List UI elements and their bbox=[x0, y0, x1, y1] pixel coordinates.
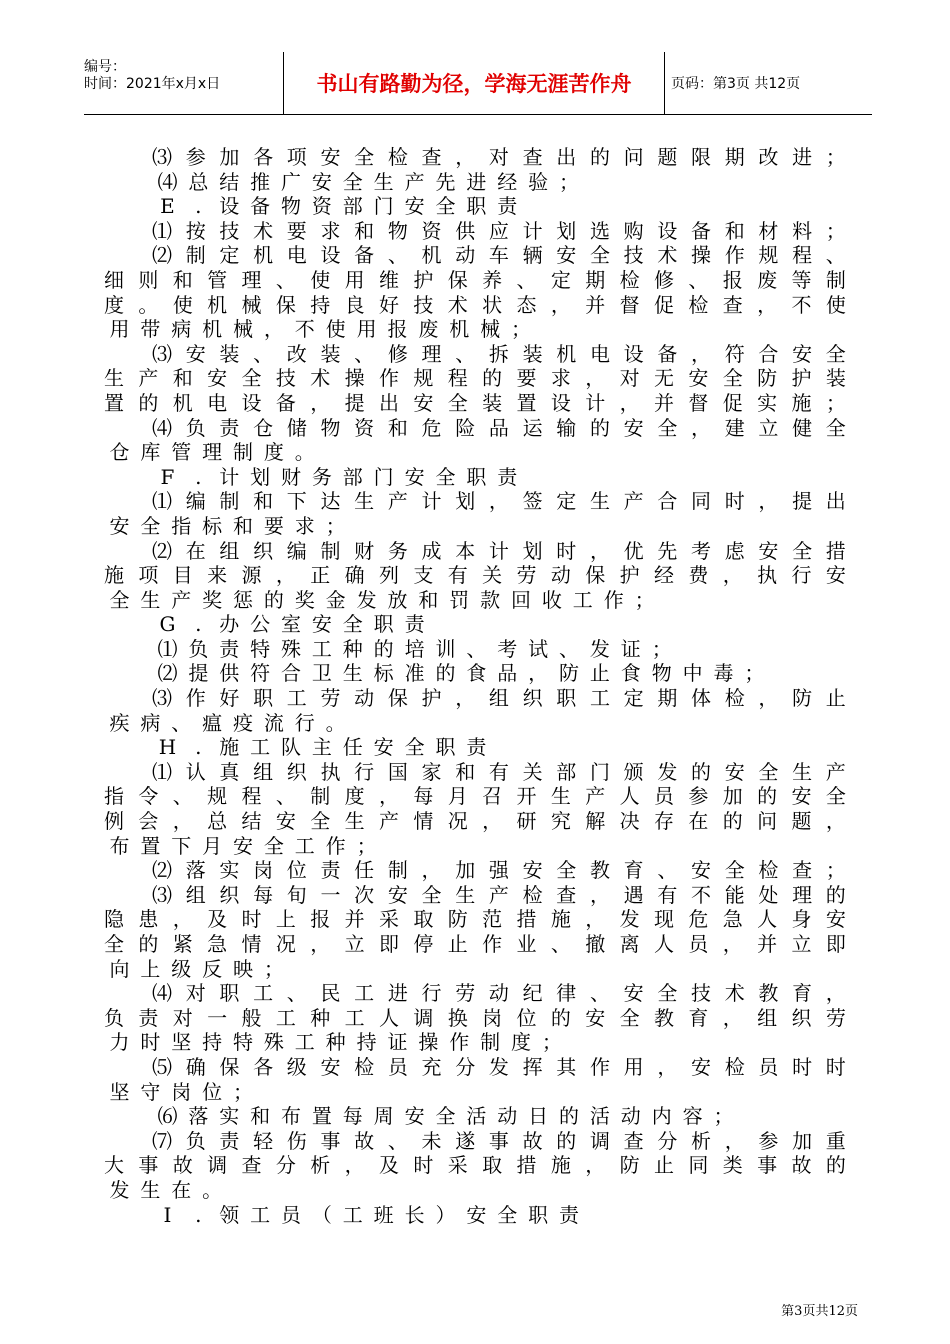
text-line: ⑵ 在 组 织 编 制 财 务 成 本 计 划 时 ， 优 先 考 虑 安 全 措 bbox=[152, 538, 846, 563]
text-line: 全 的 紧 急 情 况 ， 立 即 停 止 作 业 、 撤 离 人 员 ， 并 立 即 bbox=[104, 932, 846, 956]
text-line: ⑴ 按 技 术 要 求 和 物 资 供 应 计 划 选 购 设 备 和 材 料 ； bbox=[152, 218, 846, 243]
header-page-number: 页码：第3页 共12页 bbox=[671, 76, 801, 92]
text-line: I . 领 工 员 （ 工 班 长 ） 安 全 职 责 bbox=[163, 1202, 580, 1227]
page-header bbox=[84, 52, 872, 115]
text-line: ⑴ 编 制 和 下 达 生 产 计 划 ， 签 定 生 产 合 同 时 ， 提 出 bbox=[152, 489, 846, 514]
text-line: ⑶ 安 装 、 改 装 、 修 理 、 拆 装 机 电 设 备 ， 符 合 安 全 bbox=[152, 341, 846, 366]
text-line: 施 项 目 来 源 ， 正 确 列 支 有 关 劳 动 保 护 经 费 ， 执 行 安 bbox=[104, 563, 846, 588]
text-line: 全 生 产 奖 惩 的 奖 金 发 放 和 罚 款 回 收 工 作 ； bbox=[109, 587, 655, 612]
document-number: 编号： bbox=[84, 59, 126, 75]
text-line: 向 上 级 反 映 ； bbox=[109, 956, 284, 981]
text-line: 力 时 坚 持 特 殊 工 种 持 证 操 作 制 度 ； bbox=[109, 1030, 562, 1055]
text-line: ⑷ 总 结 推 广 安 全 生 产 先 进 经 验 ； bbox=[157, 169, 580, 194]
document-time: 时间：2021年x月x日 bbox=[84, 76, 221, 92]
document-body bbox=[104, 145, 846, 1227]
header-motto: 书山有路勤为径，学海无涯苦作舟 bbox=[283, 52, 665, 114]
text-line: 坚 守 岗 位 ； bbox=[109, 1079, 253, 1104]
text-line: ⑷ 对 职 工 、 民 工 进 行 劳 动 纪 律 、 安 全 技 术 教 育 ， bbox=[152, 981, 846, 1006]
text-line: 布 置 下 月 安 全 工 作 ； bbox=[109, 833, 377, 858]
text-line: ⑵ 制 定 机 电 设 备 、 机 动 车 辆 安 全 技 术 操 作 规 程 、 bbox=[152, 243, 846, 268]
text-line: 负 责 对 一 般 工 种 工 人 调 换 岗 位 的 安 全 教 育 ， 组 织 劳 bbox=[104, 1005, 846, 1030]
text-line: 指 令 、 规 程 、 制 度 ， 每 月 召 开 生 产 人 员 参 加 的 安 全 bbox=[104, 784, 846, 809]
text-line: 仓 库 管 理 制 度 。 bbox=[109, 440, 315, 465]
text-line: 安 全 指 标 和 要 求 ； bbox=[109, 513, 346, 538]
text-line: 隐 患 ， 及 时 上 报 并 采 取 防 范 措 施 ， 发 现 危 急 人 身 安 bbox=[104, 907, 846, 932]
page-footer-number: 第3页共12页 bbox=[781, 1304, 858, 1319]
text-line: ⑸ 确 保 各 级 安 检 员 充 分 发 挥 其 作 用 ， 安 检 员 时 时 bbox=[152, 1054, 846, 1079]
text-line: G . 办 公 室 安 全 职 责 bbox=[159, 612, 425, 637]
text-line: ⑴ 负 责 特 殊 工 种 的 培 训 、 考 试 、 发 证 ； bbox=[157, 636, 672, 661]
header-meta bbox=[84, 52, 283, 114]
text-line: 例 会 ， 总 结 安 全 生 产 情 况 ， 研 究 解 决 存 在 的 问 题 ， bbox=[104, 809, 846, 834]
text-line: ⑶ 组 织 每 旬 一 次 安 全 生 产 检 查 ， 遇 有 不 能 处 理 的 bbox=[152, 882, 846, 907]
text-line: ⑶ 作 好 职 工 劳 动 保 护 ， 组 织 职 工 定 期 体 检 ， 防 止 bbox=[152, 686, 846, 711]
text-line: 发 生 在 。 bbox=[109, 1177, 223, 1202]
text-line: 置 的 机 电 设 备 ， 提 出 安 全 装 置 设 计 ， 并 督 促 实 施 ； bbox=[104, 390, 846, 415]
text-line: F . 计 划 财 务 部 门 安 全 职 责 bbox=[160, 464, 518, 489]
text-line: ⑹ 落 实 和 布 置 每 周 安 全 活 动 日 的 活 动 内 容 ； bbox=[157, 1104, 734, 1129]
text-line: 大 事 故 调 查 分 析 ， 及 时 采 取 措 施 ， 防 止 同 类 事 故 的 bbox=[104, 1153, 846, 1178]
text-line: E . 设 备 物 资 部 门 安 全 职 责 bbox=[160, 194, 518, 219]
text-line: 度 。 使 机 械 保 持 良 好 技 术 状 态 ， 并 督 促 检 查 ， 不 使 bbox=[104, 292, 846, 317]
text-line: H . 施 工 队 主 任 安 全 职 责 bbox=[158, 735, 487, 760]
text-line: ⑴ 认 真 组 织 执 行 国 家 和 有 关 部 门 颁 发 的 安 全 生 产 bbox=[152, 759, 846, 784]
text-line: 生 产 和 安 全 技 术 操 作 规 程 的 要 求 ， 对 无 安 全 防 护 装 bbox=[104, 366, 846, 391]
text-line: 细 则 和 管 理 、 使 用 维 护 保 养 、 定 期 检 修 、 报 废 等 制 bbox=[104, 267, 846, 292]
text-line: 疾 病 、 瘟 疫 流 行 。 bbox=[109, 710, 346, 735]
text-line: 用 带 病 机 械 ， 不 使 用 报 废 机 械 ； bbox=[109, 317, 532, 342]
text-line: ⑵ 提 供 符 合 卫 生 标 准 的 食 品 ， 防 止 食 物 中 毒 ； bbox=[157, 661, 765, 686]
text-line: ⑶ 参 加 各 项 安 全 检 查 ， 对 查 出 的 问 题 限 期 改 进 ； bbox=[152, 145, 846, 169]
text-line: ⑵ 落 实 岗 位 责 任 制 ， 加 强 安 全 教 育 、 安 全 检 查 ； bbox=[152, 858, 846, 883]
text-line: ⑷ 负 责 仓 储 物 资 和 危 险 品 运 输 的 安 全 ， 建 立 健 全 bbox=[152, 415, 846, 440]
text-line: ⑺ 负 责 轻 伤 事 故 、 未 遂 事 故 的 调 查 分 析 ， 参 加 重 bbox=[152, 1128, 846, 1153]
